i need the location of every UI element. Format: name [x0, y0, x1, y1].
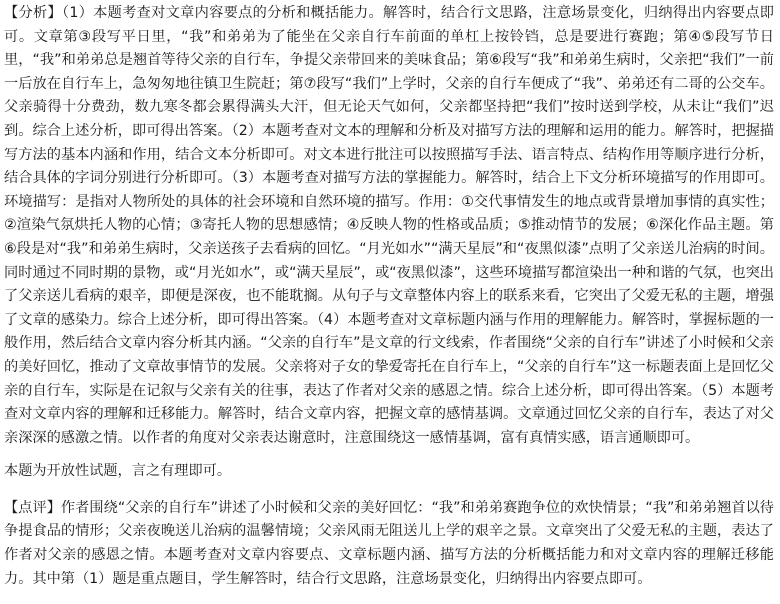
analysis-paragraph: 【分析】（1）本题考查对文章内容要点的分析和概括能力。解答时，结合行文思路，注意场景变化，归纳得出内容要点即可。文章第③段写平日里，“我”和弟弟为了能坐在父亲自行车前面的单杠上按铃铛，总是要进行赛跑；第④⑤段写节日里，“我”和弟弟总是翘首等待父亲的自行车，争提父亲带回来的美味食品；第⑥段写“我”和弟弟生病时，父亲把“我们”一前一后放在自行车上，急匆匆地往镇卫生院赶；第⑦段写“我们”上学时，父亲的自行车便成了“我”、弟弟还有二哥的公交车。父亲骑得十分费劲，数九寒冬都会累得满头大汗，但无论天气如何，父亲都坚持把“我们”按时送到学校，从未让“我们”迟到。综合上述分析，即可得出答案。（2）本题考查对文本的理解和分析及对描写方法的理解和运用的能力。解答时，把握描写方法的基本内涵和作用，结合文本分析即可。对文本进行批注可以按照描写手法、语言特点、结构作用等顺序进行分析，结合具体的字词分别进行分析即可。（3）本题考查对描写方法的掌握能力。解答时，结合上下文分析环境描写的作用即可。环境描写：是指对人物所处的具体的社会环境和自然环境的描写。作用：①交代事情发生的地点或背景增加事情的真实性；②渲染气氛烘托人物的心情；③寄托人物的思想感情；④反映人物的性格或品质；⑤推动情节的发展；⑥深化作品主题。第⑥段是对“我”和弟弟生病时，父亲送孩子去看病的回忆。“月光如水”“满天星辰”和“夜黑似漆”点明了父亲送儿治病的时间。同时通过不同时期的景物，或“月光如水”，或“满天星辰”，或“夜黑似漆”，这些环境描写都渲染出一种和谐的气氛，也突出了父亲送儿看病的艰辛，即便是深夜，也不能耽搁。从句子与文章整体内容上的联系来看，它突出了父爱无私的主题，增强了文章的感染力。综合上述分析，即可得出答案。（4）本题考查对文章标题内涵与作用的理解能力。解答时，掌握标题的一般作用，然后结合文章内容分析其内涵。“父亲的自行车”是文章的行文线索，作者围绕“父亲的自行车”讲述了小时候和父亲的美好回忆，推动了文章故事情节的发展。父亲将对子女的挚爱寄托在自行车上，“父亲的自行车”这一标题表面上是回忆父亲的自行车，实际是在记叙与父亲有关的往事，表达了作者对父亲的感恩之情。综合上述分析，即可得出答案。（5）本题考查对文章内容的理解和迁移能力。解答时，结合文章内容，把握文章的感情基调。文章通过回忆父亲的自行车，表达了对父亲深深的感激之情。以作者的角度对父亲表达谢意时，注意围绕这一感情基调，富有真情实感，语言通顺即可。	[4, 5, 774, 446]
comment-paragraph: 【点评】作者围绕“父亲的自行车”讲述了小时候和父亲的美好回忆：“我”和弟弟赛跑争位的欢快情景；“我”和弟弟翘首以待争提食品的情形；父亲夜晚送儿治病的温馨情境；父亲风雨无阻送儿上学的艰辛之景。文章突出了父爱无私的主题，表达了作者对父亲的感恩之情。本题考查对文章内容要点、文章标题内涵、描写方法的分析概括能力和对文章内容的理解迁移能力。其中第（1）题是重点题目，学生解答时，结合行文思路，注意场景变化，归纳得出内容要点即可。	[4, 499, 774, 587]
open-question-note: 本题为开放性试题，言之有理即可。	[4, 463, 232, 480]
